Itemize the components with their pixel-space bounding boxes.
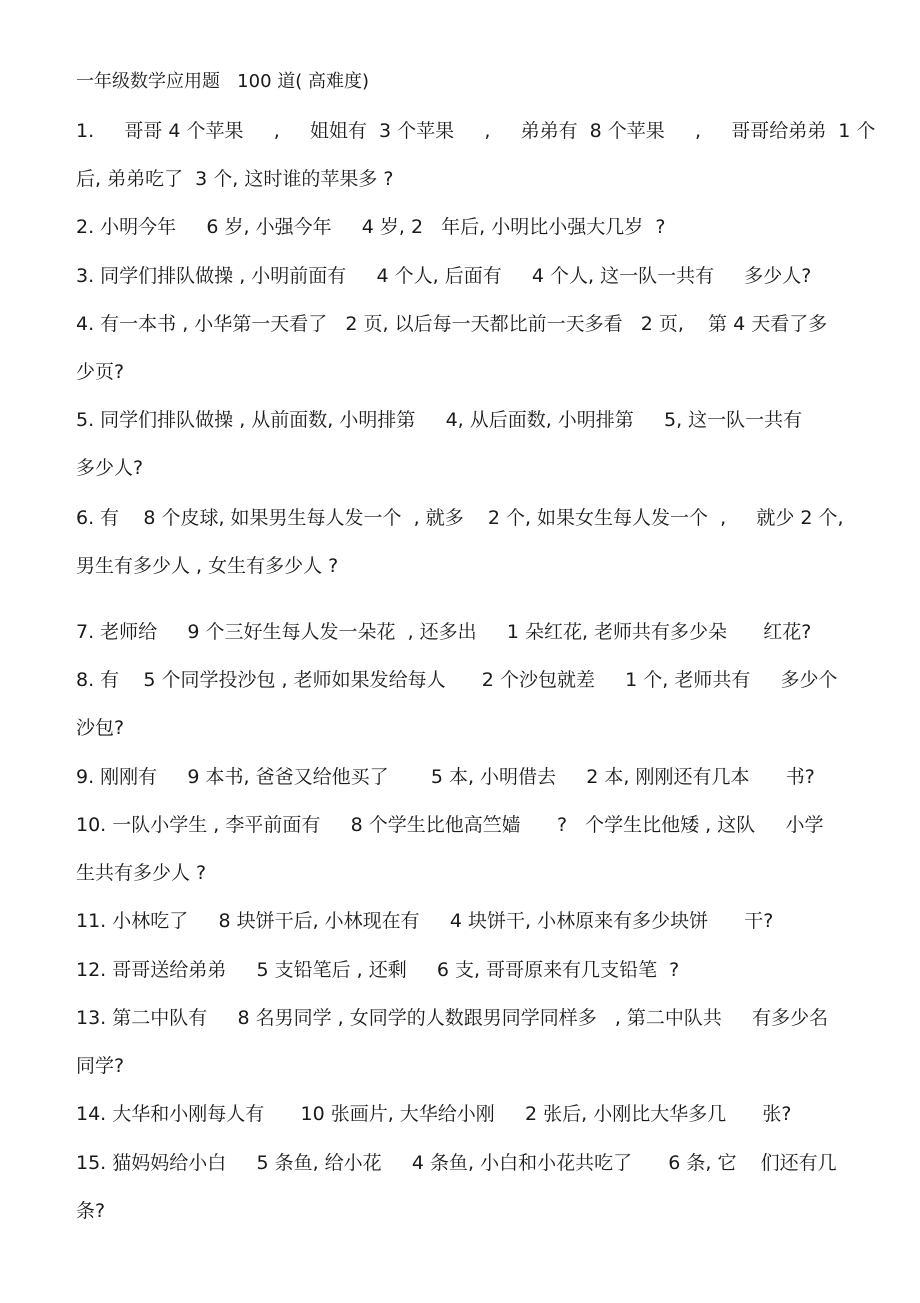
problem-14-line-1: 14. 大华和小刚每人有 10 张画片, 大华给小刚 2 张后, 小刚比大华多几 张? xyxy=(76,1103,792,1125)
problem-12-line-1: 12. 哥哥送给弟弟 5 支铅笔后 , 还剩 6 支, 哥哥原来有几支铅笔 ? xyxy=(76,959,680,981)
problem-11-line-1: 11. 小林吃了 8 块饼干后, 小林现在有 4 块饼干, 小林原来有多少块饼 干? xyxy=(76,910,774,932)
problem-1-line-2: 后, 弟弟吃了 3 个, 这时谁的苹果多 ? xyxy=(76,168,394,190)
problem-2-line-1: 2. 小明今年 6 岁, 小强今年 4 岁, 2 年后, 小明比小强大几岁 ? xyxy=(76,216,666,238)
problem-13-line-1: 13. 第二中队有 8 名男同学 , 女同学的人数跟男同学同样多 , 第二中队共 有多少名 xyxy=(76,1007,829,1029)
problem-3-line-1: 3. 同学们排队做操 , 小明前面有 4 个人, 后面有 4 个人, 这一队一共有 多少人? xyxy=(76,265,812,287)
problem-7-line-1: 7. 老师给 9 个三好生每人发一朵花 , 还多出 1 朵红花, 老师共有多少朵 红花? xyxy=(76,621,812,643)
problem-10-line-2: 生共有多少人 ? xyxy=(76,862,207,884)
problem-15-line-2: 条? xyxy=(76,1200,106,1222)
problem-8-line-1: 8. 有 5 个同学投沙包 , 老师如果发给每人 2 个沙包就差 1 个, 老师共有 多少个 xyxy=(76,669,838,691)
problem-13-line-2: 同学? xyxy=(76,1055,125,1077)
problem-10-line-1: 10. 一队小学生 , 李平前面有 8 个学生比他高竺嫱 ? 个学生比他矮 , 这队 小学 xyxy=(76,814,824,836)
problem-5-line-2: 多少人? xyxy=(76,457,144,479)
problem-5-line-1: 5. 同学们排队做操 , 从前面数, 小明排第 4, 从后面数, 小明排第 5, 这一队一共有 xyxy=(76,409,803,431)
problem-4-line-2: 少页? xyxy=(76,361,125,383)
problem-9-line-1: 9. 刚刚有 9 本书, 爸爸又给他买了 5 本, 小明借去 2 本, 刚刚还有几本 书? xyxy=(76,766,815,788)
problem-4-line-1: 4. 有一本书 , 小华第一天看了 2 页, 以后每一天都比前一天多看 2 页, 第 4 天看了多 xyxy=(76,313,828,335)
problem-8-line-2: 沙包? xyxy=(76,717,125,739)
document-title: 一年级数学应用题 100 道( 高难度) xyxy=(76,71,370,92)
problem-1-line-1: 1. 哥哥 4 个苹果 , 姐姐有 3 个苹果 , 弟弟有 8 个苹果 , 哥哥给弟弟 1 个 xyxy=(76,120,876,142)
problem-6-line-2: 男生有多少人 , 女生有多少人 ? xyxy=(76,555,339,577)
problem-15-line-1: 15. 猫妈妈给小白 5 条鱼, 给小花 4 条鱼, 小白和小花共吃了 6 条, 它 们还有几 xyxy=(76,1152,837,1174)
problem-6-line-1: 6. 有 8 个皮球, 如果男生每人发一个 , 就多 2 个, 如果女生每人发一个 , 就少 2 个, xyxy=(76,507,844,529)
